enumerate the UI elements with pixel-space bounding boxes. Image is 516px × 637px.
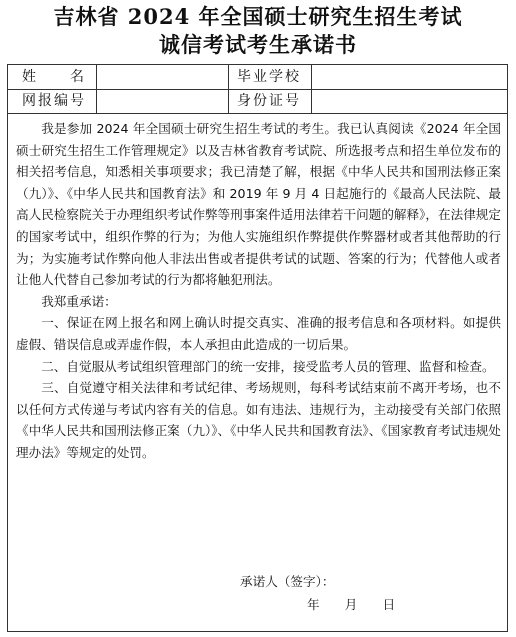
row-divider — [8, 113, 507, 114]
school-label: 毕业学校 — [237, 69, 301, 85]
name-label: 姓 名 — [22, 69, 86, 85]
pledge-form — [7, 64, 508, 632]
reg-number-label: 网报编号 — [22, 93, 86, 109]
school-field[interactable] — [312, 65, 507, 88]
id-number-label: 身份证号 — [237, 93, 301, 109]
reg-number-field[interactable] — [97, 89, 228, 112]
document-title-line1: 吉林省 2024 年全国硕士研究生招生考试 — [53, 4, 463, 29]
document-title-line2: 诚信考试考生承诺书 — [159, 32, 357, 57]
pledge-intro: 我郑重承诺： — [41, 293, 117, 309]
signature-label: 承诺人（签字）： — [240, 574, 335, 589]
signature-date: 年 月 日 — [307, 597, 396, 612]
pledge-item-2: 二、自觉服从考试组织管理部门的统一安排，接受监考人员的管理、监督和检查。 — [41, 358, 495, 374]
pledge-item-1: 一、保证在网上报名和网上确认时提交真实、准确的报考信息和各项材料。如提供虚假、错误信息或弄虚作假，本人承担由此造成的一切后果。 — [16, 315, 501, 352]
name-field[interactable] — [97, 65, 228, 88]
pledge-body — [16, 118, 501, 464]
col-divider — [228, 65, 229, 113]
id-number-field[interactable] — [312, 89, 507, 112]
intro-paragraph: 我是参加 2024 年全国硕士研究生招生考试的考生。我已认真阅读《2024 年全国硕士研究生招生工作管理规定》以及吉林省教育考试院、所选报考点和招生单位发布的相关招考信息，知悉相关事项要求；我已清楚了解，根据《中华人民共和国刑法修正案（九）》、《中华人民共和国教育法》和 2019 年 9 月 4 日起施行的《最高人民法院、最高人民检察院关于办理组织考试作弊等刑事案件适用法律若干问题的解释》，在法律规定的国家考试中，组织作弊的行为；为他人实施组织作弊提供作弊器材或者其他帮助的行为；为实施考试作弊向他人非法出售或者提供考试的试题、答案的行为；代替他人或者让他人代替自己参加考试的行为都将触犯刑法。 — [16, 121, 501, 288]
pledge-item-3: 三、自觉遵守相关法律和考试纪律、考场规则，每科考试结束前不离开考场，也不以任何方式传递与考试内容有关的信息。如有违法、违规行为，主动接受有关部门依照《中华人民共和国刑法修正案（九）》、《中华人民共和国教育法》、《国家教育考试违规处理办法》等规定的处罚。 — [16, 380, 501, 460]
